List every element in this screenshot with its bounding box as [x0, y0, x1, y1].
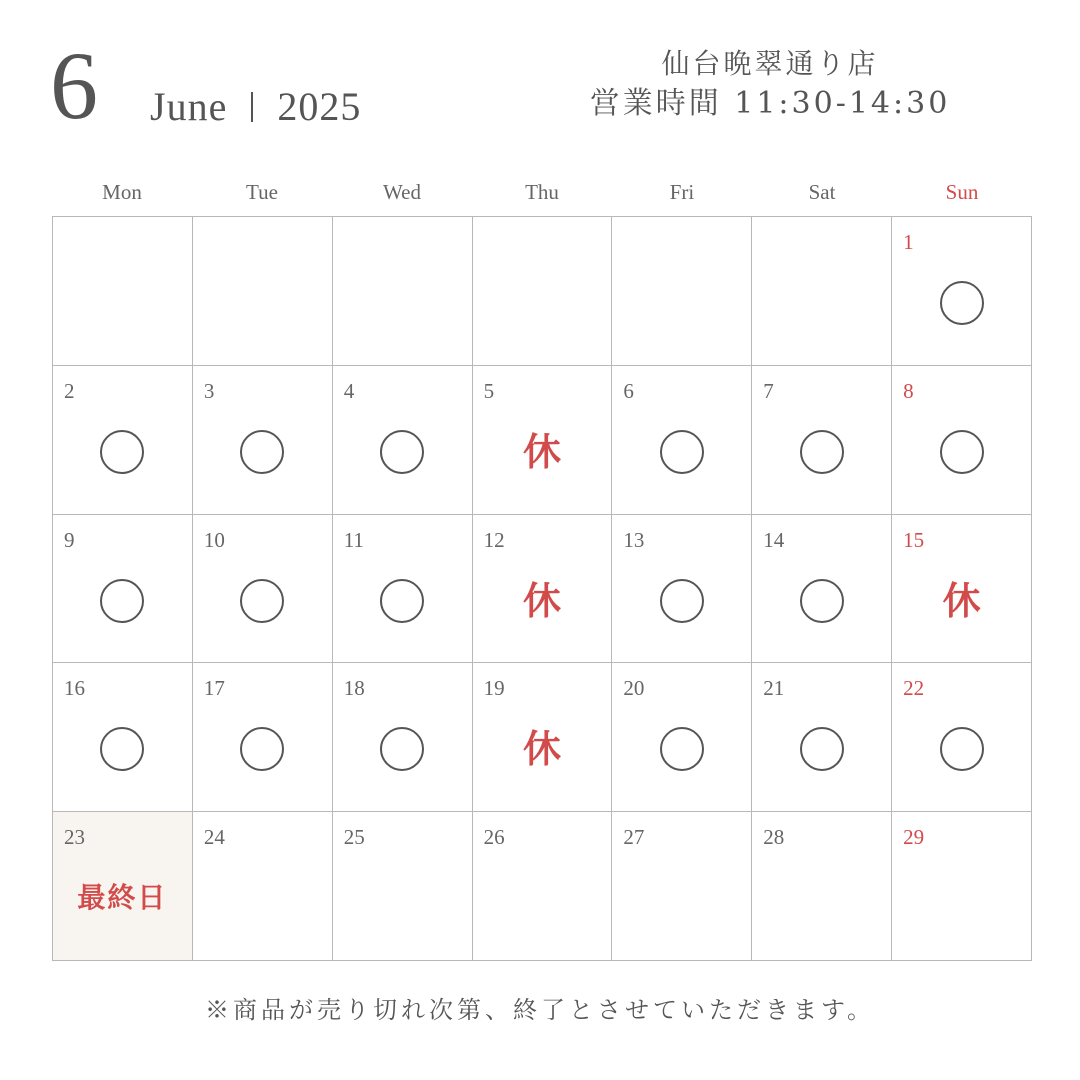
- calendar-day-7: [752, 366, 892, 515]
- open-circle-icon: [240, 579, 284, 623]
- calendar-day-22: [892, 663, 1032, 812]
- calendar-day-20: [612, 663, 752, 812]
- calendar-day-23: [53, 812, 193, 961]
- day-number: 24: [203, 825, 225, 850]
- calendar-empty-cell: [612, 217, 752, 366]
- day-number: 18: [343, 676, 365, 701]
- calendar-empty-cell: [752, 217, 892, 366]
- day-number: 16: [64, 676, 85, 701]
- day-number: 10: [203, 527, 225, 552]
- closed-label: 休: [522, 726, 561, 772]
- open-circle-icon: [800, 430, 844, 474]
- calendar-day-21: [752, 663, 892, 812]
- calendar-day-8: [892, 366, 1032, 515]
- calendar-day-13: [612, 515, 752, 664]
- business-hours: 営業時間 11:30-14:30: [589, 86, 951, 121]
- day-number: 3: [203, 378, 215, 403]
- calendar-day-24: [193, 812, 333, 961]
- calendar-day-25: [333, 812, 473, 961]
- calendar-day-4: [333, 366, 473, 515]
- day-number: 2: [64, 378, 75, 403]
- last-day-label: 最終日: [77, 881, 168, 915]
- open-circle-icon: [800, 727, 844, 771]
- calendar-day-9: [53, 515, 193, 664]
- calendar-day-29: [892, 812, 1032, 961]
- day-number: 6: [623, 378, 634, 403]
- weekday-mon: Mon: [102, 180, 142, 204]
- open-circle-icon: [940, 430, 984, 474]
- day-number: 21: [763, 676, 785, 701]
- calendar-empty-cell: [333, 217, 473, 366]
- store-name: 仙台晩翠通り店: [661, 47, 879, 80]
- open-circle-icon: [800, 579, 844, 623]
- day-number: 11: [343, 527, 364, 552]
- store-info: [540, 44, 1000, 124]
- calendar-day-18: [333, 663, 473, 812]
- calendar-day-10: [193, 515, 333, 664]
- day-number: 12: [483, 527, 505, 552]
- open-circle-icon: [660, 430, 704, 474]
- day-number: 26: [483, 825, 505, 850]
- closed-label: 休: [522, 577, 561, 623]
- calendar-day-6: [612, 366, 752, 515]
- calendar-day-5: [473, 366, 613, 515]
- calendar-empty-cell: [473, 217, 613, 366]
- open-circle-icon: [380, 579, 424, 623]
- calendar-day-1: [892, 217, 1032, 366]
- calendar-day-14: [752, 515, 892, 664]
- weekday-sat: Sat: [808, 180, 836, 204]
- calendar-day-3: [193, 366, 333, 515]
- day-number: 8: [903, 378, 914, 403]
- year: 2025: [277, 84, 362, 129]
- weekday-fri: Fri: [669, 180, 695, 204]
- calendar-day-17: [193, 663, 333, 812]
- day-number: 9: [64, 527, 75, 552]
- weekday-tue: Tue: [246, 180, 278, 204]
- open-circle-icon: [380, 727, 424, 771]
- day-number: 15: [903, 527, 925, 552]
- day-number: 27: [623, 825, 645, 850]
- weekday-header: [52, 172, 1032, 212]
- month-number: 6: [50, 32, 98, 139]
- calendar-day-28: [752, 812, 892, 961]
- calendar-grid: [52, 216, 1032, 961]
- month-year-heading: [150, 82, 361, 132]
- day-number: 23: [64, 825, 85, 850]
- divider: [251, 92, 253, 122]
- calendar-day-26: [473, 812, 613, 961]
- open-circle-icon: [660, 727, 704, 771]
- weekday-wed: Wed: [383, 180, 421, 204]
- open-circle-icon: [660, 579, 704, 623]
- day-number: 13: [623, 527, 645, 552]
- calendar-day-2: [53, 366, 193, 515]
- open-circle-icon: [940, 727, 984, 771]
- weekday-sun: Sun: [945, 180, 979, 204]
- calendar-day-11: [333, 515, 473, 664]
- day-number: 25: [343, 825, 365, 850]
- open-circle-icon: [240, 430, 284, 474]
- open-circle-icon: [100, 430, 144, 474]
- closed-label: 休: [522, 428, 561, 474]
- month-name: June: [150, 84, 228, 129]
- open-circle-icon: [380, 430, 424, 474]
- calendar-empty-cell: [193, 217, 333, 366]
- day-number: 5: [483, 378, 495, 403]
- open-circle-icon: [940, 281, 984, 325]
- calendar-day-27: [612, 812, 752, 961]
- day-number: 1: [903, 230, 914, 254]
- open-circle-icon: [240, 727, 284, 771]
- day-number: 22: [903, 676, 925, 701]
- open-circle-icon: [100, 579, 144, 623]
- weekday-thu: Thu: [525, 180, 559, 204]
- day-number: 14: [763, 527, 785, 552]
- calendar-day-12: [473, 515, 613, 664]
- closed-label: 休: [942, 577, 981, 623]
- open-circle-icon: [100, 727, 144, 771]
- calendar-day-15: [892, 515, 1032, 664]
- day-number: 7: [763, 378, 774, 403]
- day-number: 17: [203, 676, 225, 701]
- calendar-day-19: [473, 663, 613, 812]
- day-number: 29: [903, 825, 925, 850]
- calendar-day-16: [53, 663, 193, 812]
- day-number: 4: [343, 378, 355, 403]
- calendar-empty-cell: [53, 217, 193, 366]
- day-number: 28: [763, 825, 785, 850]
- day-number: 20: [623, 676, 645, 701]
- footer-note: ※商品が売り切れ次第、終了とさせていただきます。: [204, 996, 876, 1024]
- day-number: 19: [483, 676, 505, 701]
